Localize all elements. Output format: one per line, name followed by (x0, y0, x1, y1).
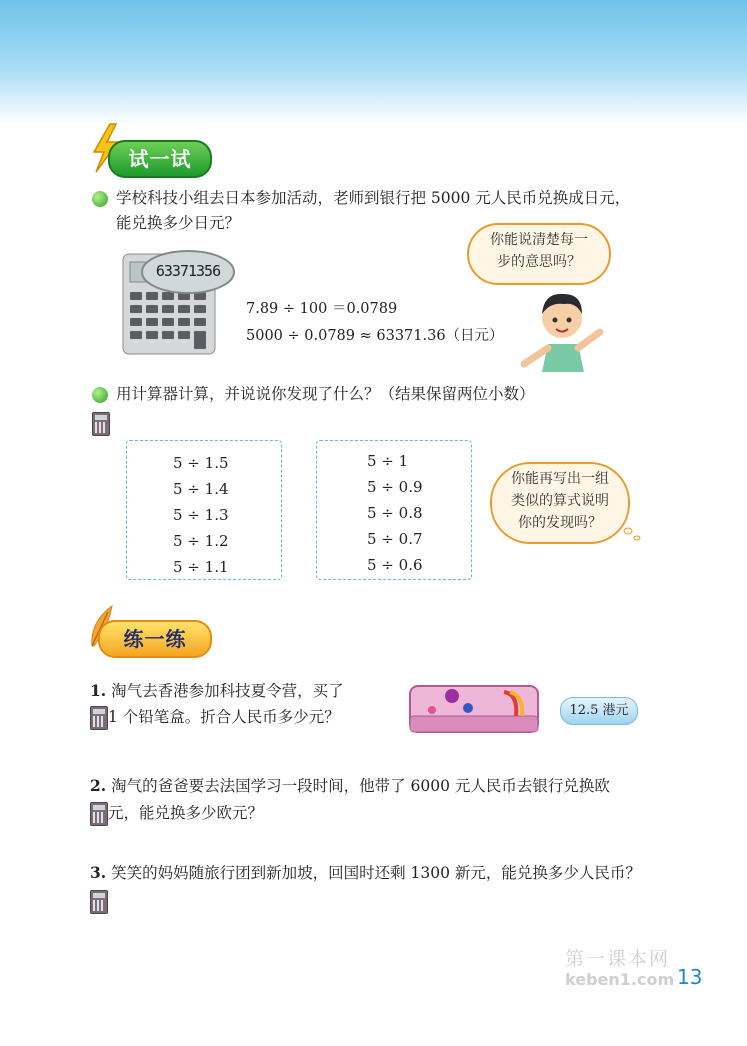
page-number: 13 (677, 965, 703, 989)
card-right-row: 5 ÷ 0.8 (367, 504, 423, 522)
calc-step-2: 5000 ÷ 0.0789 ≈ 63371.36（日元） (246, 328, 504, 344)
exercise-2-text: 淘气的爸爸要去法国学习一段时间，他带了 6000 元人民币去银行兑换欧 (111, 777, 610, 795)
card-left-row: 5 ÷ 1.3 (173, 506, 229, 524)
card-left-row: 5 ÷ 1.4 (173, 480, 229, 498)
speech-bubble-2-line3: 你的发现吗？ (518, 515, 602, 531)
exercise-2-line1 (90, 775, 610, 797)
card-right-row: 5 ÷ 0.7 (367, 530, 423, 548)
card-left-row: 5 ÷ 1.1 (173, 558, 229, 576)
price-tag: 12.5 港元 (560, 697, 638, 725)
bullet-dot (92, 191, 108, 207)
calculator-display: 63371356 (155, 262, 221, 280)
calculator-icon (92, 412, 110, 436)
problem1-text-line2: 能兑换多少日元？ (116, 214, 241, 232)
boy-character-illustration (518, 282, 608, 372)
speech-bubble-1-line1: 你能说清楚每一 (490, 232, 588, 248)
note-card-left (126, 440, 282, 580)
speech-bubble-1 (467, 223, 611, 285)
pencil-box-illustration (406, 676, 542, 740)
exercise-1-line2: 1 个铅笔盒。折合人民币多少元？ (108, 708, 340, 726)
card-left-row: 5 ÷ 1.2 (173, 532, 229, 550)
watermark-line2: keben1.com (565, 970, 675, 989)
card-right-row: 5 ÷ 1 (367, 452, 409, 470)
exercise-2-line2: 元，能兑换多少欧元？ (108, 804, 264, 822)
bullet-dot (92, 387, 108, 403)
calc-step-1: 7.89 ÷ 100 ＝0.0789 (246, 301, 398, 317)
note-card-right (316, 440, 472, 580)
problem2-text: 用计算器计算，并说说你发现了什么？（结果保留两位小数） (116, 385, 535, 403)
calculator-icon (90, 802, 108, 826)
exercise-1-text: 淘气去香港参加科技夏令营，买了 (111, 682, 344, 700)
card-left-row: 5 ÷ 1.5 (173, 454, 229, 472)
speech-bubble-2 (490, 462, 630, 544)
speech-bubble-1-line2: 步的意思吗？ (497, 254, 581, 270)
exercise-1-line1 (90, 680, 344, 702)
exercise-1-number: 1. (90, 681, 107, 700)
exercise-3-line1 (90, 862, 641, 884)
problem1-text-line1: 学校科技小组去日本参加活动，老师到银行把 5000 元人民币兑换成日元， (116, 189, 631, 207)
card-right-row: 5 ÷ 0.6 (367, 556, 423, 574)
speech-bubble-2-line2: 类似的算式说明 (511, 493, 609, 509)
exercise-2-number: 2. (90, 776, 107, 795)
exercise-3-text: 笑笑的妈妈随旅行团到新加坡，回国时还剩 1300 新元，能兑换多少人民币？ (111, 864, 641, 882)
card-right-row: 5 ÷ 0.9 (367, 478, 423, 496)
practice-section-title: 练一练 (98, 620, 212, 658)
speech-bubble-2-line1: 你能再写出一组 (511, 471, 609, 487)
thought-bubble-dots (622, 526, 644, 542)
exercise-3-number: 3. (90, 863, 107, 882)
page-header-band (0, 0, 747, 125)
watermark-line1: 第一课本网 (565, 948, 671, 970)
try-section-title: 试一试 (108, 140, 212, 178)
calculator-icon (90, 890, 108, 914)
calculator-icon (90, 706, 108, 730)
